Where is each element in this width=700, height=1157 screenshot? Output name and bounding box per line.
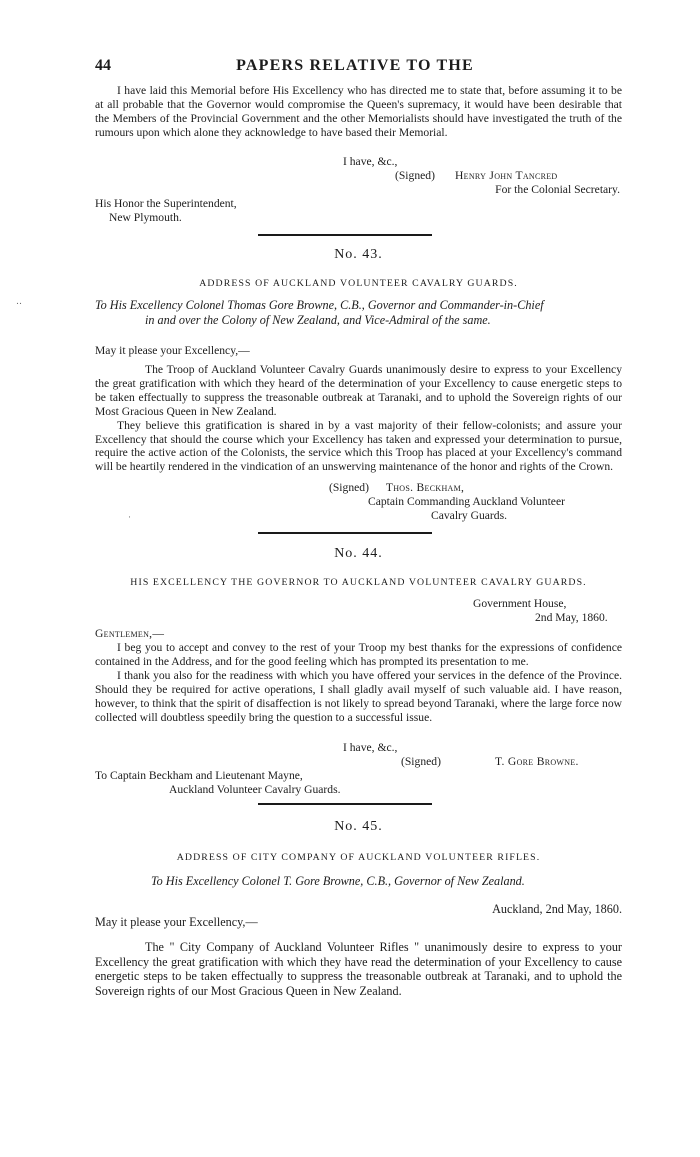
doc-43-body — [95, 363, 622, 474]
doc-43-signed: (Signed) — [329, 481, 369, 494]
doc-44-closing: I have, &c., — [343, 741, 398, 754]
letter-42-addressee-line-2: New Plymouth. — [109, 210, 182, 224]
doc-45-date: Auckland, 2nd May, 1860. — [492, 902, 622, 916]
doc-44-dateline — [95, 597, 622, 625]
doc-43-number: No. 43. — [334, 247, 383, 262]
doc-43-signatory-role-1: Captain Commanding Auckland Volunteer — [368, 494, 565, 508]
letter-42-closing-block — [95, 155, 622, 197]
doc-44-addressee-line-2: Auckland Volunteer Cavalry Guards. — [169, 782, 341, 796]
page-header — [95, 57, 615, 77]
doc-43-to-line-1: To His Excellency Colonel Thomas Gore Browne, C.B., Governor and Commander-in-Chief — [95, 298, 544, 312]
doc-45-salutation: May it please your Excellency,— — [95, 915, 258, 929]
running-title: PAPERS RELATIVE TO THE — [236, 57, 474, 74]
letter-42-signatory-role: For the Colonial Secretary. — [495, 182, 620, 196]
doc-43-salutation: May it please your Excellency,— — [95, 344, 250, 357]
doc-43-to-line — [95, 298, 622, 327]
doc-43-signatory-role-2: Cavalry Guards. — [431, 508, 507, 522]
doc-44-salutation: Gentlemen,— — [95, 627, 165, 640]
doc-44-paragraph-2: I thank you also for the readiness with which you have offered your services in the defence of the Province. Should they be required for active operations, I shall gladly avail myself of such valuable aid. I have reason, however, to think that the spirit of disaffection is not likely to spread beyond Taranaki, where the large force now collected will doubtless speedily bring the question to a successful issue. — [95, 668, 622, 724]
doc-44-closing-block — [95, 741, 622, 769]
doc-44-addressee — [95, 769, 622, 797]
letter-42-signatory: Henry John Tancred — [455, 168, 558, 182]
section-divider — [258, 803, 432, 805]
letter-42-addressee-line-1: His Honor the Superintendent, — [95, 197, 237, 210]
doc-44-signed: (Signed) — [401, 754, 441, 768]
letter-42-signed: (Signed) — [395, 168, 435, 182]
doc-44-addressee-line-1: To Captain Beckham and Lieutenant Mayne, — [95, 769, 303, 782]
doc-45-paragraph-1: The " City Company of Auckland Volunteer Rifles " unanimously desire to express to your Excellency the great gratification with which they have read the determination of your Excellency to cause energetic steps to be taken effectually to suppress the treasonable outbreak at Taranaki, and to uphold the Sovereign rights of our Most Gracious Queen in New Zealand. — [95, 940, 622, 998]
doc-45-title: ADDRESS OF CITY COMPANY OF AUCKLAND VOLUNTEER RIFLES. — [176, 852, 541, 863]
margin-mark: · — [128, 512, 131, 522]
doc-45-to-line: To His Excellency Colonel T. Gore Browne, C.B., Governor of New Zealand. — [151, 874, 525, 888]
doc-43-signature-line — [95, 481, 622, 495]
doc-43-signature — [95, 481, 622, 523]
page-number: 44 — [95, 57, 111, 74]
doc-44-date: 2nd May, 1860. — [535, 610, 608, 624]
section-divider — [258, 234, 432, 236]
doc-43-paragraph-2: They believe this gratification is shared in by a vast majority of their fellow-colonists; and assure your Excellency that should the course which your Excellency has taken and expressed your determination to pursue, require the active action of the Colonists, the service which this Troop has placed at your Excellency's command will be heartily rendered in the vindication of an unswerving maintenance of the honor and rights of the Crown. — [95, 418, 622, 474]
doc-45-number: No. 45. — [334, 819, 383, 834]
doc-44-place: Government House, — [473, 597, 567, 610]
letter-42-paragraph: I have laid this Memorial before His Excellency who has directed me to state that, before assuming it to be at all probable that the Governor would compromise the Queen's supremacy, it would have been desirable that the Members of the Provincial Government and the other Memorialists should have investigated the truth of the rumours upon which alone they acknowledge to have based their Memorial. — [95, 84, 622, 139]
doc-44-title: HIS EXCELLENCY THE GOVERNOR TO AUCKLAND VOLUNTEER CAVALRY GUARDS. — [130, 577, 587, 588]
doc-43-paragraph-1: The Troop of Auckland Volunteer Cavalry Guards unanimously desire to express to your Excellency the great gratification with which they heard of the determination of your Excellency to cause energetic steps to be taken effectually to suppress the treasonable outbreak at Taranaki, and to uphold the Sovereign rights of our Most Gracious Queen in New Zealand. — [95, 363, 622, 418]
doc-44-paragraph-1: I beg you to accept and convey to the rest of your Troop my best thanks for the expressions of confidence contained in the Address, and for the good feeling which has prompted its presentation to me. — [95, 641, 622, 668]
letter-42-signature-line — [95, 169, 622, 183]
margin-mark: ‥ — [16, 296, 23, 306]
doc-44-number: No. 44. — [334, 546, 383, 561]
letter-42-body — [95, 84, 622, 140]
doc-44-signature-line — [95, 755, 622, 769]
letter-42-addressee — [95, 197, 622, 225]
letter-42-closing: I have, &c., — [343, 155, 398, 168]
section-divider — [258, 532, 432, 534]
doc-43-title: ADDRESS OF AUCKLAND VOLUNTEER CAVALRY GUARDS. — [199, 278, 518, 289]
doc-43-signatory: Thos. Beckham, — [385, 481, 465, 494]
doc-43-to-line-2: in and over the Colony of New Zealand, and Vice-Admiral of the same. — [145, 312, 491, 327]
doc-44-signatory: T. Gore Browne. — [495, 754, 579, 768]
doc-44-body — [95, 641, 622, 724]
doc-45-body — [95, 940, 622, 998]
